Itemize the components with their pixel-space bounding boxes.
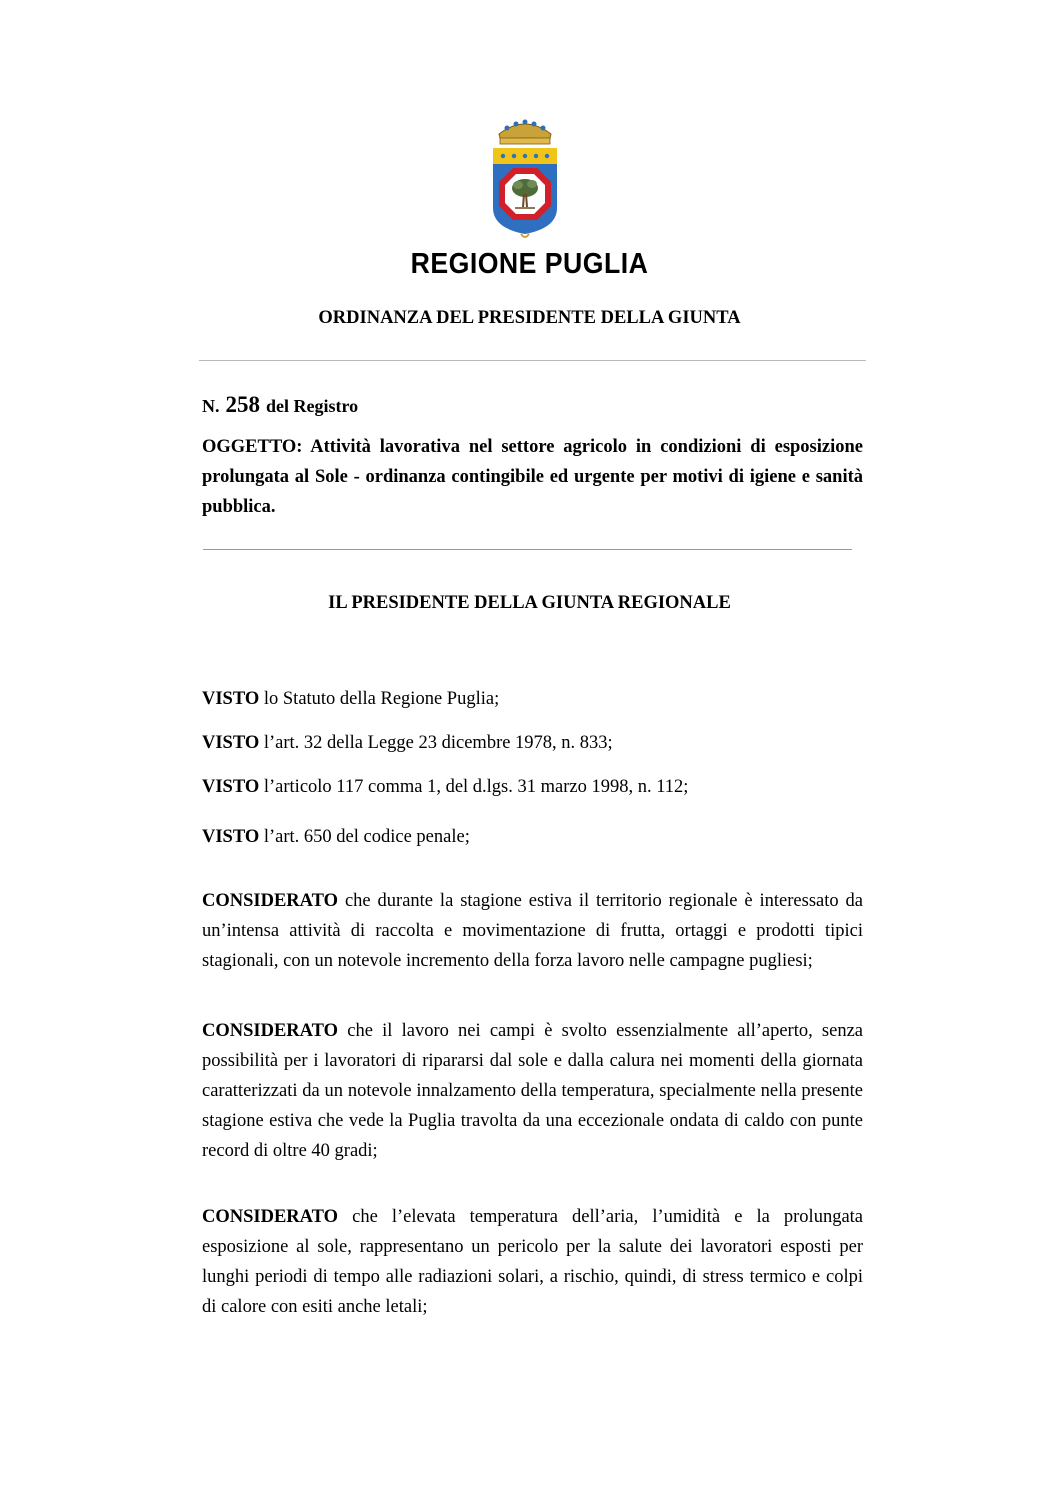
subject-text: Attività lavorativa nel settore agricolo in condizioni di esposizione prolungata al Sole - ordinanza contingibile ed urgente per motivi di igiene e sanità pubblica. <box>202 437 863 517</box>
recital-paragraph <box>202 822 863 852</box>
crown-icon <box>499 120 551 145</box>
recital-keyword: VISTO <box>202 827 260 847</box>
subject-label: OGGETTO: <box>202 437 303 457</box>
recital-paragraph <box>202 728 863 758</box>
divider <box>203 549 852 550</box>
recital-paragraph <box>202 772 863 802</box>
register-prefix: N. <box>202 396 220 416</box>
recital-paragraph <box>202 1202 863 1322</box>
recital-text: lo Statuto della Regione Puglia; <box>263 689 500 709</box>
recital-paragraph <box>202 886 863 976</box>
recital-text: l’art. 32 della Legge 23 dicembre 1978, n. 833; <box>263 733 613 753</box>
register-suffix: del Registro <box>266 396 359 416</box>
document-type-title: ORDINANZA DEL PRESIDENTE DELLA GIUNTA <box>318 308 741 328</box>
recital-text: l’art. 650 del codice penale; <box>263 827 470 847</box>
subject-paragraph <box>202 432 863 522</box>
recital-text: che l’elevata temperatura dell’aria, l’umidità e la prolungata esposizione al sole, rappresentano un pericolo per la salute dei lavoratori esposti per lunghi periodi di tempo alle radiazioni solari, a rischio, quindi, di stress termico e colpi di calore con esiti anche letali; <box>202 1207 864 1317</box>
recital-keyword: VISTO <box>202 689 260 709</box>
region-name: REGIONE PUGLIA <box>410 248 649 280</box>
recital-text: che il lavoro nei campi è svolto essenzialmente all’aperto, senza possibilità per i lavoratori di ripararsi dal sole e dalla calura nei momenti della giornata caratterizzati da un notevole innalzamento della temperatura, specialmente nella presente stagione estiva che vede la Puglia travolta da una eccezionale ondata di caldo con punte record di oltre 40 gradi; <box>202 1021 864 1161</box>
authority-heading: IL PRESIDENTE DELLA GIUNTA REGIONALE <box>328 593 731 613</box>
recital-keyword: CONSIDERATO <box>202 891 339 911</box>
recital-keyword: VISTO <box>202 733 260 753</box>
recital-keyword: CONSIDERATO <box>202 1021 339 1041</box>
recital-text: l’articolo 117 comma 1, del d.lgs. 31 marzo 1998, n. 112; <box>263 777 689 797</box>
register-number: 258 <box>225 392 260 417</box>
recital-text: che durante la stagione estiva il territorio regionale è interessato da un’intensa attività di raccolta e movimentazione di frutta, ortaggi e prodotti tipici stagionali, con un notevole incremento della forza lavoro nelle campagne pugliesi; <box>202 891 864 971</box>
recital-paragraph <box>202 684 863 714</box>
recital-keyword: CONSIDERATO <box>202 1207 339 1227</box>
recital-paragraph <box>202 1016 863 1166</box>
divider <box>199 360 866 361</box>
recital-keyword: VISTO <box>202 777 260 797</box>
register-number-line <box>202 392 358 418</box>
regione-puglia-coat-of-arms <box>485 112 565 244</box>
